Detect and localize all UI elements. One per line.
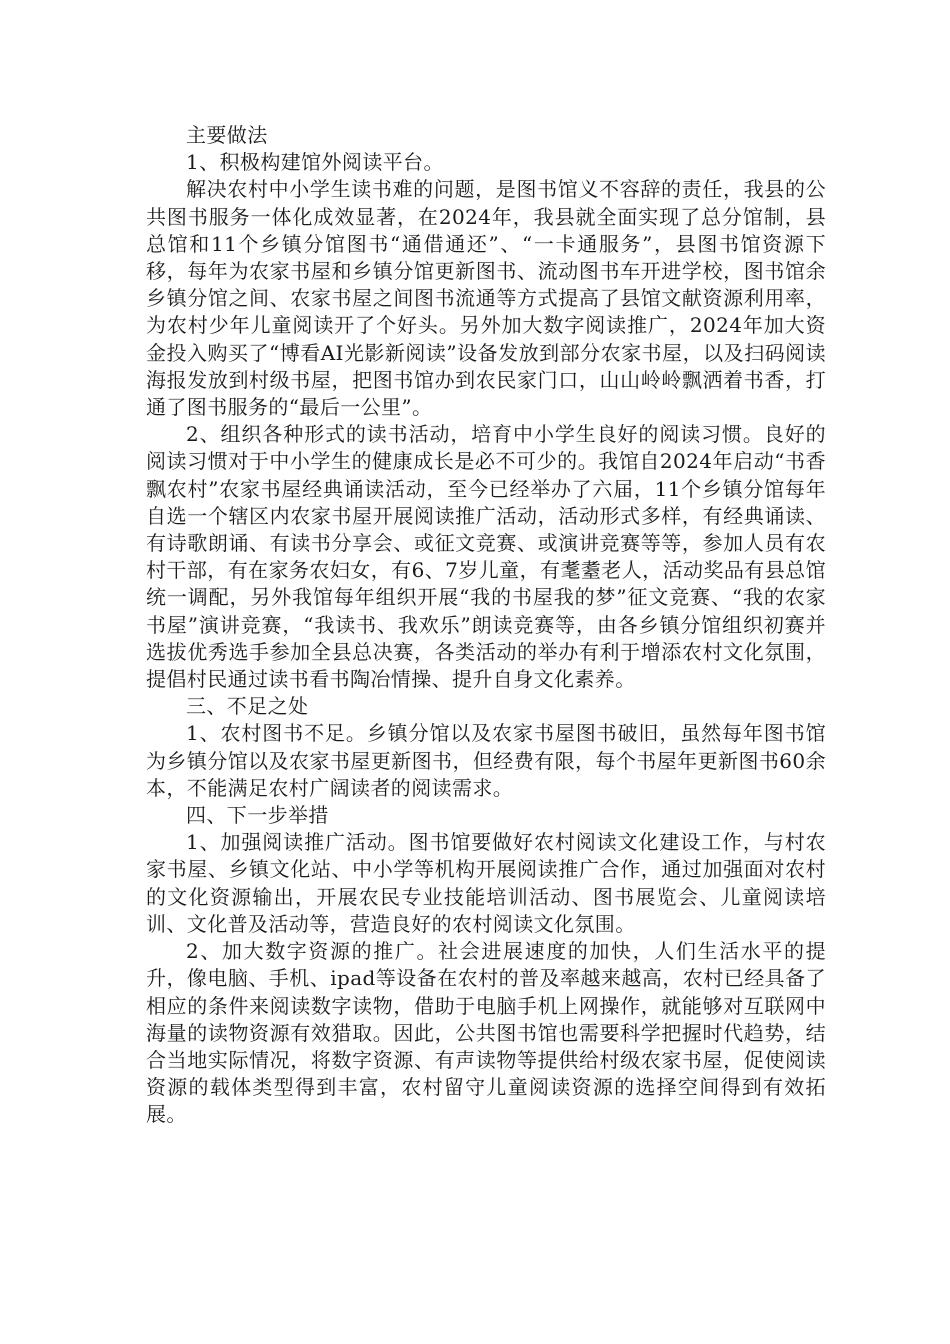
paragraph-digital-resources: 2、加大数字资源的推广。社会进展速度的加快，人们生活水平的提升，像电脑、手机、ipad等设备在农村的普及率越来越高，农村已经具备了相应的条件来阅读数字读物，借助于电脑手机上网操作，就能够对互联网中海量的读物资源有效猎取。因此，公共图书馆也需要科学把握时代趋势，结合当地实际情况，将数字资源、有声读物等提供给村级农家书屋，促使阅读资源的载体类型得到丰富，农村留守儿童阅读资源的选择空间得到有效拓展。	[146, 939, 826, 1127]
paragraph-reading-platform: 解决农村中小学生读书难的问题，是图书馆义不容辞的责任，我县的公共图书服务一体化成效显著，在2024年，我县就全面实现了总分馆制，县总馆和11个乡镇分馆图书“通借通还”、“一卡通服务”，县图书馆资源下移，每年为农家书屋和乡镇分馆更新图书、流动图书车开进学校，图书馆余乡镇分馆之间、农家书屋之间图书流通等方式提高了县馆文献资源利用率，为农村少年儿童阅读开了个好头。另外加大数字阅读推广，2024年加大资金投入购买了“博看AI光影新阅读”设备发放到部分农家书屋，以及扫码阅读海报发放到村级书屋，把图书馆办到农民家门口，山山岭岭飘洒着书香，打通了图书服务的“最后一公里”。	[146, 177, 826, 420]
section-heading-main-practices: 主要做法	[186, 123, 268, 147]
section-heading-shortcomings: 三、不足之处	[186, 694, 309, 719]
document-page	[146, 122, 826, 1129]
paragraph-insufficient-books: 1、农村图书不足。乡镇分馆以及农家书屋图书破旧，虽然每年图书馆为乡镇分馆以及农家书屋更新图书，但经费有限，每个书屋年更新图书60余本，不能满足农村广阔读者的阅读需求。	[146, 721, 826, 800]
subheading-outside-reading-platform: 1、积极构建馆外阅读平台。	[186, 150, 444, 175]
paragraph-reading-promotion: 1、加强阅读推广活动。图书馆要做好农村阅读文化建设工作，与村农家书屋、乡镇文化站、中小学等机构开展阅读推广合作，通过加强面对农村的文化资源输出，开展农民专业技能培训活动、图书展览会、儿童阅读培训、文化普及活动等，营造良好的农村阅读文化氛围。	[146, 830, 826, 936]
section-heading-next-steps: 四、下一步举措	[186, 803, 329, 828]
paragraph-reading-activities: 2、组织各种形式的读书活动，培育中小学生良好的阅读习惯。良好的阅读习惯对于中小学生的健康成长是必不可少的。我馆自2024年启动“书香飘农村”农家书屋经典诵读活动，至今已经举办了六届，11个乡镇分馆每年自选一个辖区内农家书屋开展阅读推广活动，活动形式多样，有经典诵读、有诗歌朗诵、有读书分享会、或征文竞赛、或演讲竞赛等等，参加人员有农村干部，有在家务农妇女，有6、7岁儿童，有耄耋老人，活动奖品有县总馆统一调配，另外我馆每年组织开展“我的书屋我的梦”征文竞赛、“我的农家书屋”演讲竞赛，“我读书、我欢乐”朗读竞赛等，由各乡镇分馆组织初赛并选拔优秀选手参加全县总决赛，各类活动的举办有利于增添农村文化氛围，提倡村民通过读书看书陶冶情操、提升自身文化素养。	[146, 422, 826, 692]
